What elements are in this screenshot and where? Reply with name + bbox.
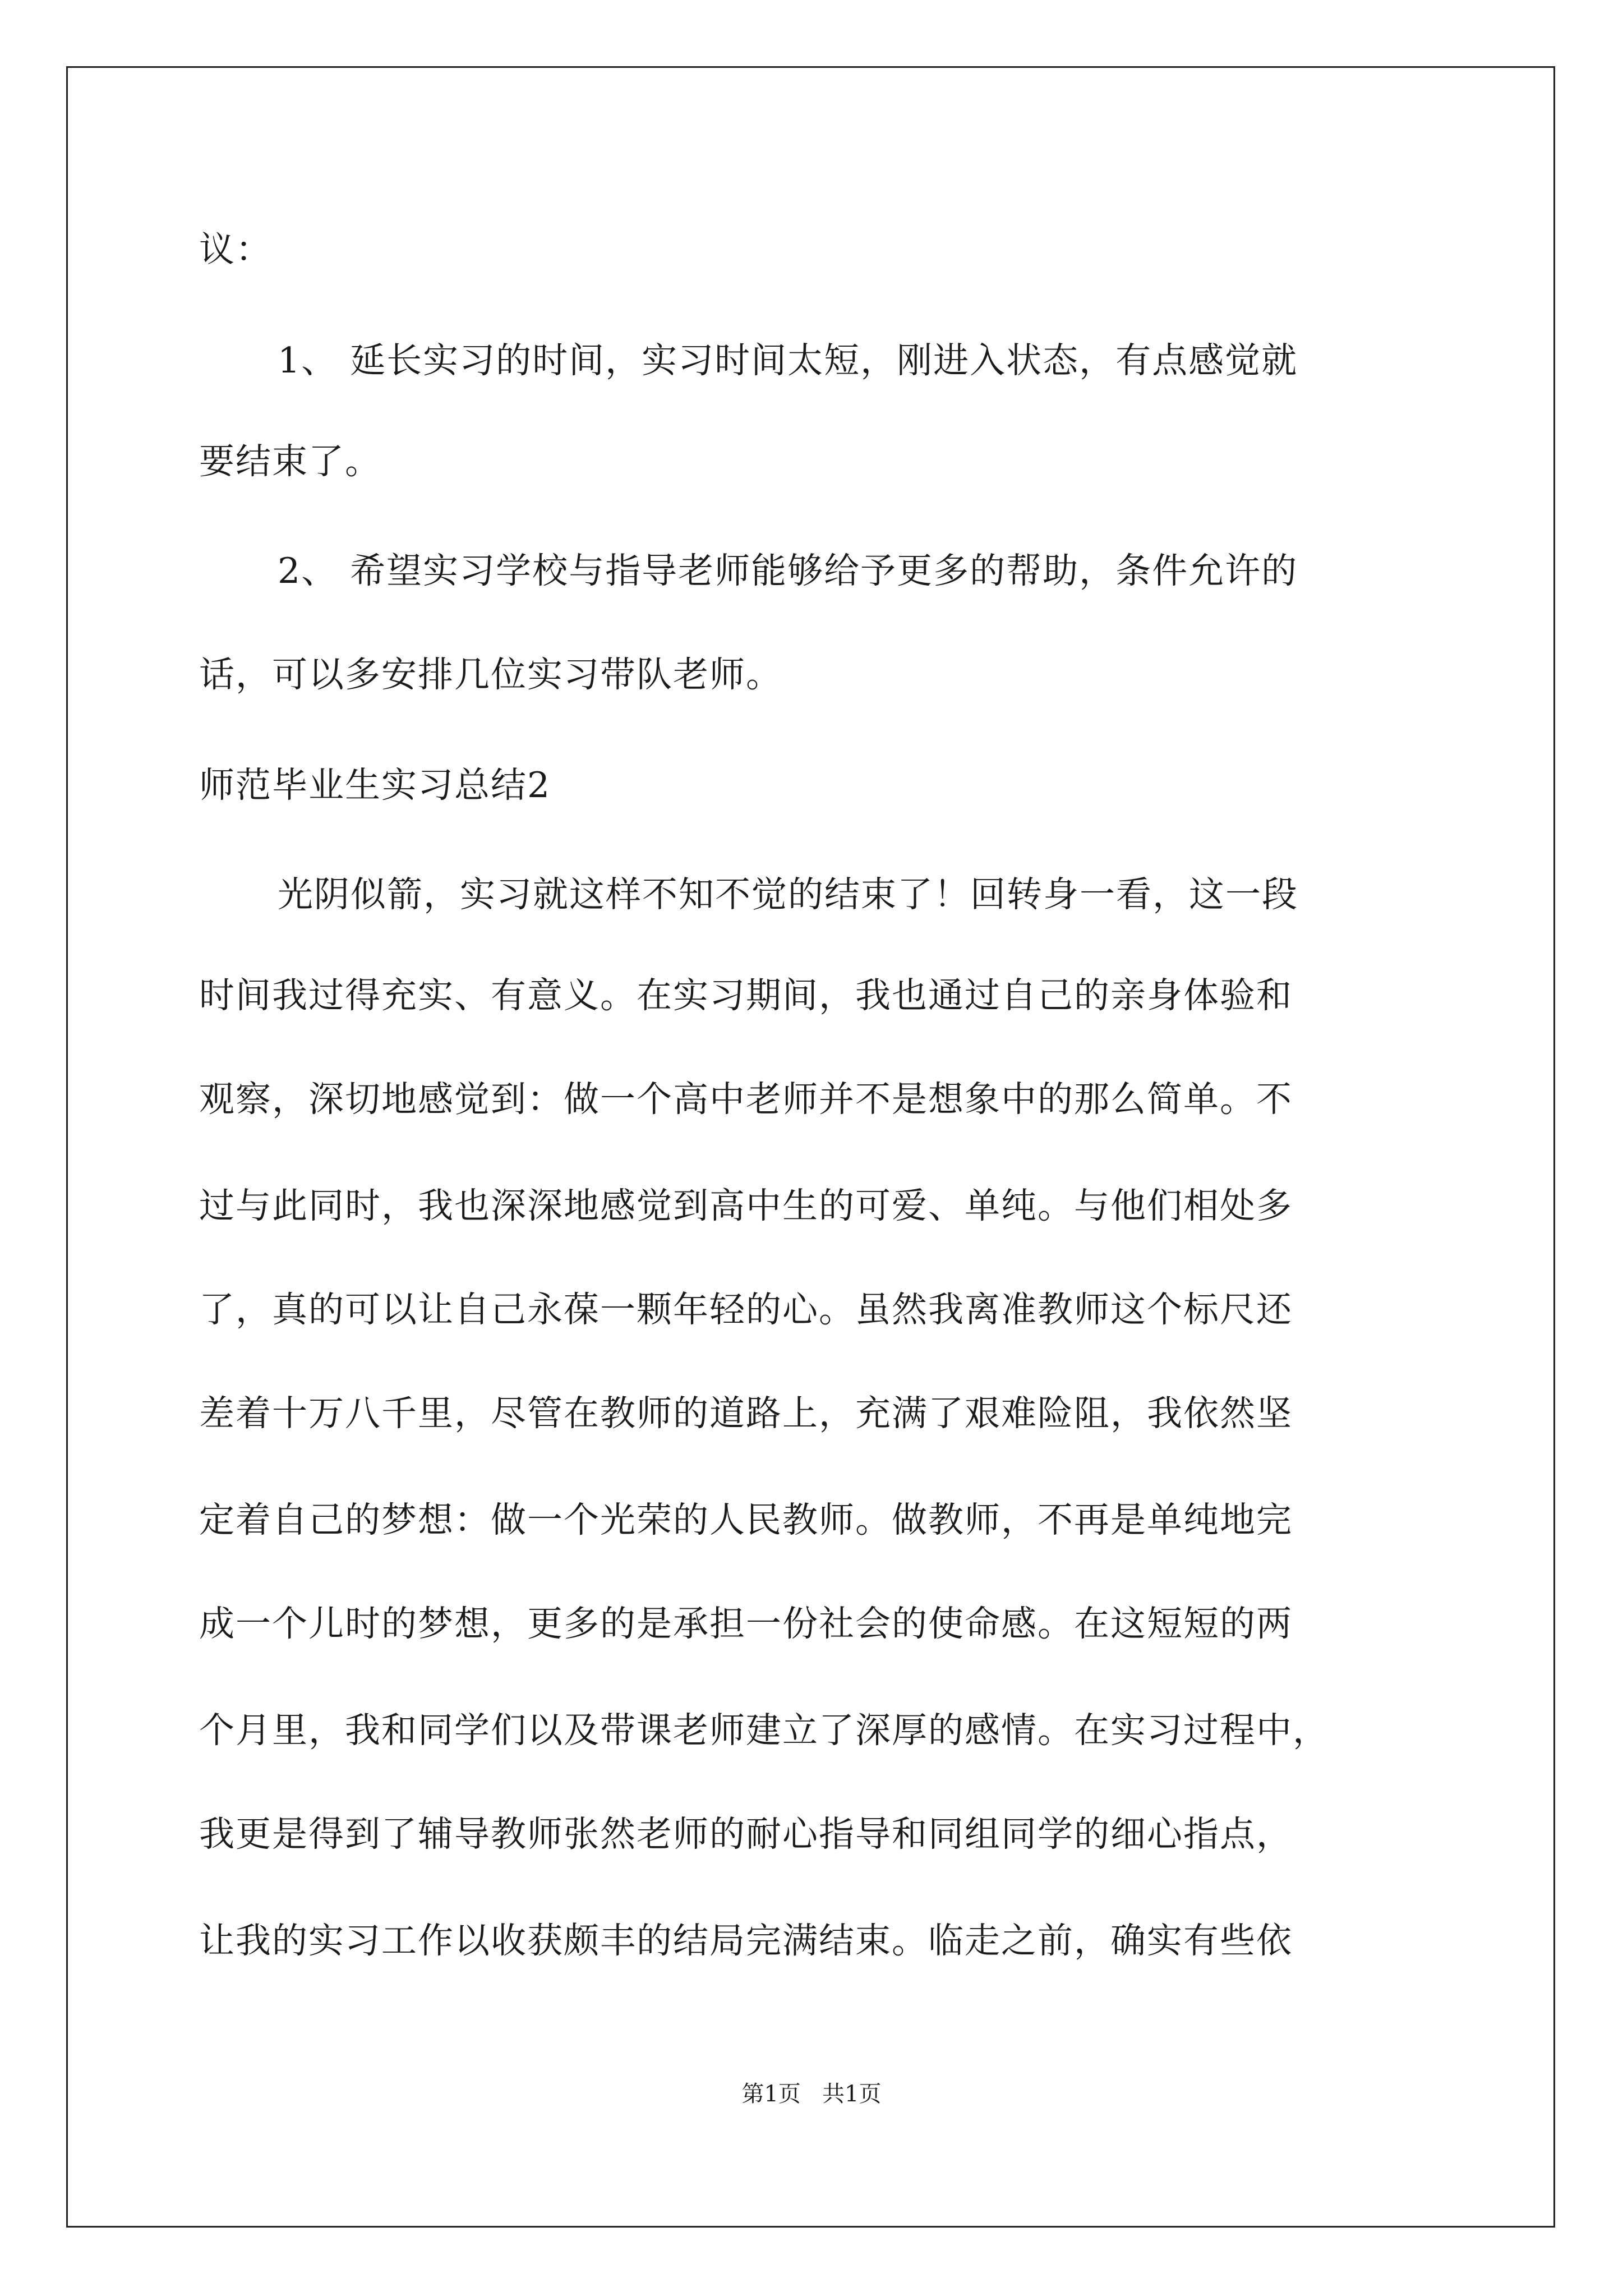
text-line-1: 议： xyxy=(199,229,272,270)
page-number-footer: 第1页 共1页 xyxy=(741,2081,882,2107)
paragraph-line-7: 定着自己的梦想：做一个光荣的人民教师。做教师，不再是单纯地完 xyxy=(199,1499,1293,1540)
paragraph-line-6: 差着十万八千里，尽管在教师的道路上，充满了艰难险阻，我依然坚 xyxy=(199,1393,1293,1434)
text-line-3: 要结束了。 xyxy=(199,441,381,482)
list-item-1: 1、 延长实习的时间，实习时间太短，刚进入状态，有点感觉就 xyxy=(278,340,1298,381)
text-line-5: 话，可以多安排几位实习带队老师。 xyxy=(199,654,782,695)
paragraph-line-11: 让我的实习工作以收获颇丰的结局完满结束。临走之前，确实有些依 xyxy=(199,1920,1293,1961)
paragraph-line-3: 观察，深切地感觉到：做一个高中老师并不是想象中的那么简单。不 xyxy=(199,1079,1293,1120)
paragraph-line-4: 过与此同时，我也深深地感觉到高中生的可爱、单纯。与他们相处多 xyxy=(199,1185,1293,1226)
paragraph-line-2: 时间我过得充实、有意义。在实习期间，我也通过自己的亲身体验和 xyxy=(199,975,1293,1016)
paragraph-line-1: 光阴似箭，实习就这样不知不觉的结束了！回转身一看，这一段 xyxy=(278,874,1298,915)
page-border xyxy=(66,66,1555,2228)
paragraph-line-10: 我更是得到了辅导教师张然老师的耐心指导和同组同学的细心指点， xyxy=(199,1814,1293,1855)
list-item-2: 2、 希望实习学校与指导老师能够给予更多的帮助，条件允许的 xyxy=(278,550,1298,591)
paragraph-line-9: 个月里，我和同学们以及带课老师建立了深厚的感情。在实习过程中， xyxy=(199,1710,1329,1751)
paragraph-line-5: 了，真的可以让自己永葆一颗年轻的心。虽然我离准教师这个标尺还 xyxy=(199,1289,1293,1330)
paragraph-line-8: 成一个儿时的梦想，更多的是承担一份社会的使命感。在这短短的两 xyxy=(199,1603,1293,1644)
section-heading: 师范毕业生实习总结2 xyxy=(199,765,551,806)
